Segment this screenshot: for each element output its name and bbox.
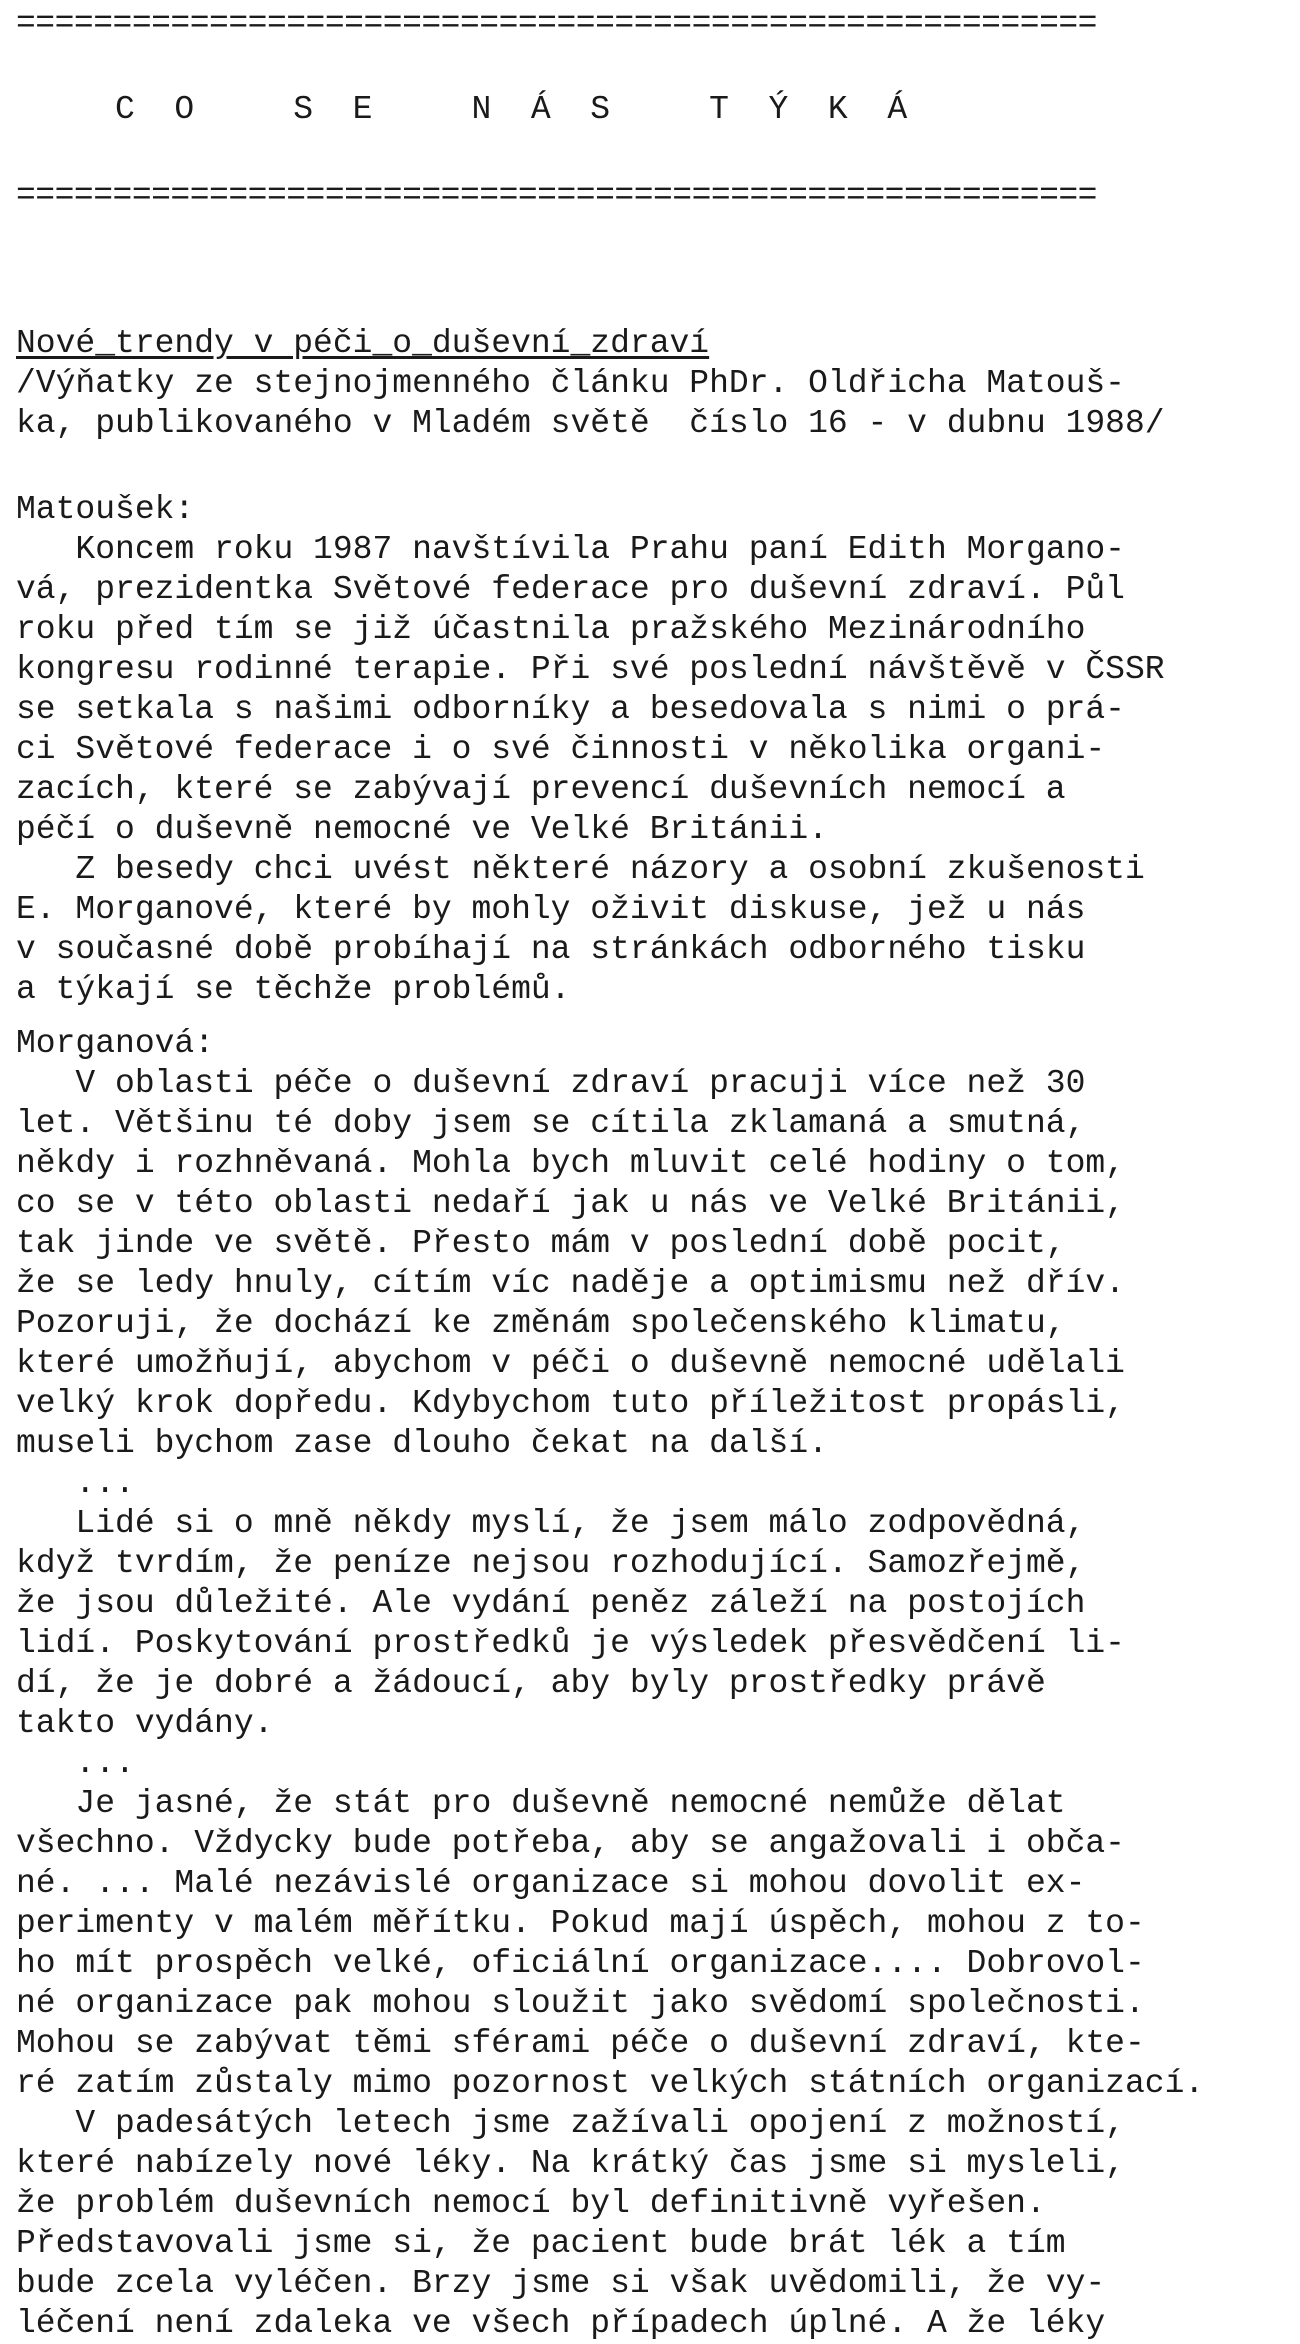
text-line: Z besedy chci uvést některé názory a osobní zkušenosti [16, 851, 1145, 888]
text-line: takto vydány. [16, 1705, 274, 1742]
text-line: tak jinde ve světě. Přesto mám v poslední době pocit, [16, 1225, 1066, 1262]
text-line: co se v této oblasti nedaří jak u nás ve Velké Británii, [16, 1185, 1125, 1222]
section-heading: C O S E N Á S T Ý K Á [16, 91, 908, 128]
text-line: dí, že je dobré a žádoucí, aby byly prostředky právě [16, 1665, 1046, 1702]
text-line: velký krok dopředu. Kdybychom tuto příležitost propásli, [16, 1385, 1125, 1422]
text-line: ci Světové federace i o své činnosti v několika organi- [16, 731, 1106, 768]
text-line: že jsou důležité. Ale vydání peněz záleží na postojích [16, 1585, 1086, 1622]
spacer [16, 44, 1300, 90]
text-line: Pozoruji, že dochází ke změnám společenského klimatu, [16, 1305, 1066, 1342]
spacer [16, 130, 1300, 176]
document-page [16, 0, 1300, 2344]
rule-bottom: ======================================================== [16, 177, 1097, 214]
text-line: Představovali jsme si, že pacient bude brát lék a tím [16, 2225, 1066, 2262]
section-morganova [16, 1024, 1300, 2344]
text-line: že se ledy hnuly, cítím víc naděje a optimismu než dřív. [16, 1265, 1125, 1302]
text-line: ... [16, 1745, 135, 1782]
text-line: ho mít prospěch velké, oficiální organizace.... Dobrovol- [16, 1945, 1145, 1982]
article-title: Nové_trendy v péči_o_duševní_zdraví [16, 325, 710, 362]
text-line: někdy i rozhněvaná. Mohla bych mluvit celé hodiny o tom, [16, 1145, 1125, 1182]
text-line: zacích, které se zabývají prevencí duševních nemocí a [16, 771, 1066, 808]
spacer [16, 444, 1300, 490]
text-line: Mohou se zabývat těmi sférami péče o duševní zdraví, kte- [16, 2025, 1145, 2062]
text-line: se setkala s našimi odborníky a besedovala s nimi o prá- [16, 691, 1125, 728]
text-line: roku před tím se již účastnila pražského Mezinárodního [16, 611, 1086, 648]
spacer [16, 216, 1300, 324]
text-line: když tvrdím, že peníze nejsou rozhodující. Samozřejmě, [16, 1545, 1086, 1582]
rule-top: ======================================================== [16, 5, 1097, 42]
subtitle-line: /Výňatky ze stejnojmenného článku PhDr. Oldřicha Matouš- [16, 365, 1125, 402]
section-matousek [16, 490, 1300, 1010]
text-line: V padesátých letech jsme zažívali opojení z možností, [16, 2105, 1125, 2142]
text-line: perimenty v malém měřítku. Pokud mají úspěch, mohou z to- [16, 1905, 1145, 1942]
text-line: museli bychom zase dlouho čekat na další. [16, 1425, 828, 1462]
article-subtitle [16, 364, 1300, 444]
text-line: péčí o duševně nemocné ve Velké Británii. [16, 811, 828, 848]
text-line: které umožňují, abychom v péči o duševně nemocné udělali [16, 1345, 1125, 1382]
text-line: že problém duševních nemocí byl definitivně vyřešen. [16, 2185, 1046, 2222]
text-line: kongresu rodinné terapie. Při své poslední návštěvě v ČSSR [16, 651, 1165, 688]
text-line: léčení není zdaleka ve všech případech úplné. A že léky [16, 2305, 1106, 2342]
text-line: bude zcela vyléčen. Brzy jsme si však uvědomili, že vy- [16, 2265, 1106, 2302]
text-line: v současné době probíhají na stránkách odborného tisku [16, 931, 1086, 968]
text-line: Koncem roku 1987 navštívila Prahu paní Edith Morgano- [16, 531, 1125, 568]
speaker-label: Morganová: [16, 1025, 215, 1062]
text-line: a týkají se těchže problémů. [16, 971, 571, 1008]
subtitle-line: ka, publikovaného v Mladém světě číslo 16 - v dubnu 1988/ [16, 405, 1165, 442]
text-line: všechno. Vždycky bude potřeba, aby se angažovali i obča- [16, 1825, 1125, 1862]
text-line: let. Většinu té doby jsem se cítila zklamaná a smutná, [16, 1105, 1086, 1142]
text-line: ré zatím zůstaly mimo pozornost velkých státních organizací. [16, 2065, 1205, 2102]
text-line: né organizace pak mohou sloužit jako svědomí společnosti. [16, 1985, 1145, 2022]
text-line: Je jasné, že stát pro duševně nemocné nemůže dělat [16, 1785, 1066, 1822]
text-line: Lidé si o mně někdy myslí, že jsem málo zodpovědná, [16, 1505, 1086, 1542]
text-line: E. Morganové, které by mohly oživit diskuse, jež u nás [16, 891, 1086, 928]
spacer [16, 1010, 1300, 1024]
text-line: které nabízely nové léky. Na krátký čas jsme si mysleli, [16, 2145, 1125, 2182]
text-line: vá, prezidentka Světové federace pro duševní zdraví. Půl [16, 571, 1125, 608]
text-line: ... [16, 1465, 135, 1502]
text-line: V oblasti péče o duševní zdraví pracuji více než 30 [16, 1065, 1086, 1102]
text-line: né. ... Malé nezávislé organizace si mohou dovolit ex- [16, 1865, 1086, 1902]
speaker-label: Matoušek: [16, 491, 195, 528]
text-line: lidí. Poskytování prostředků je výsledek přesvědčení li- [16, 1625, 1125, 1662]
